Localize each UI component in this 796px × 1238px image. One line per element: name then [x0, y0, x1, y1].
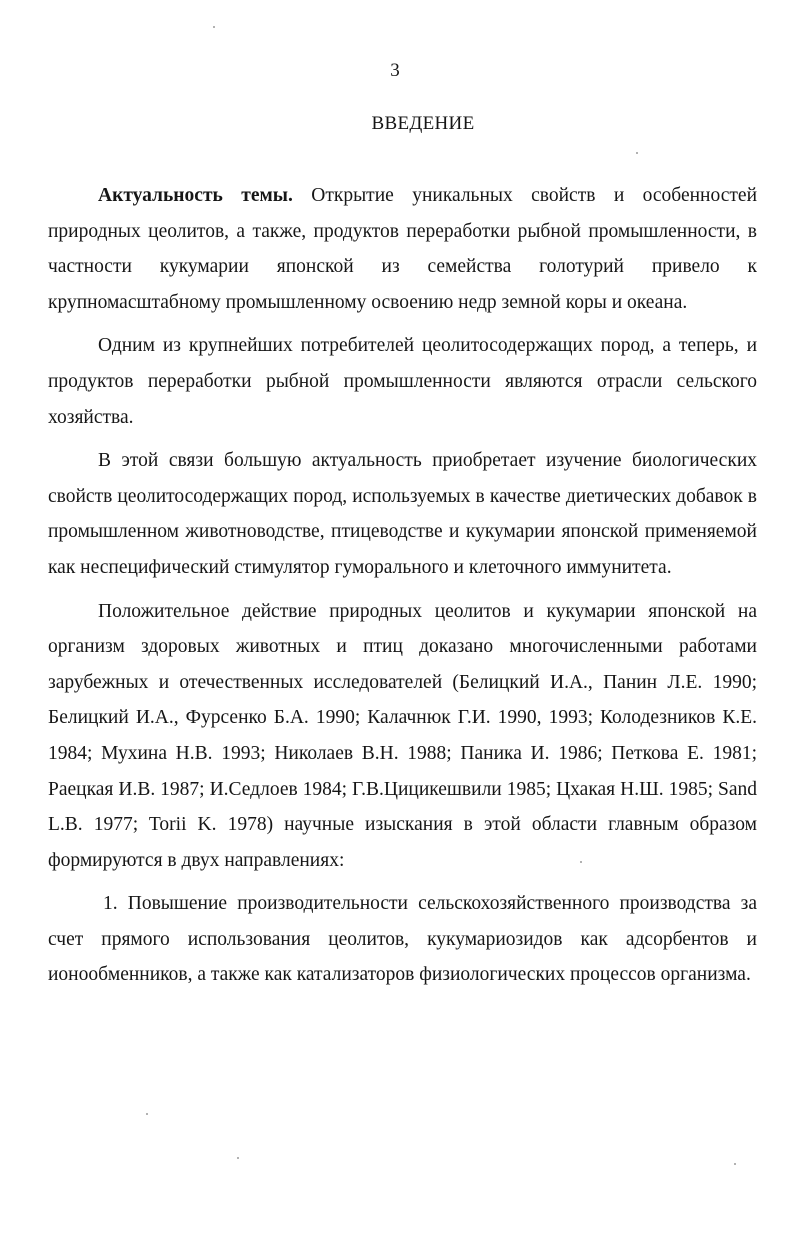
section-heading: ВВЕДЕНИЕ — [371, 113, 475, 134]
scan-speck — [636, 152, 638, 154]
scan-speck — [734, 1163, 736, 1165]
relevance-lead: Актуальность темы. — [98, 185, 293, 206]
scan-speck — [237, 1157, 239, 1159]
paragraph-positive-effect: Положительное действие природных цеолитов и кукумарии японской на организм здоровых животных и птиц доказано многочисленными работами зарубежных и отечественных исследователей (Белицкий И.А., Панин Л.Е. 1990; Белицкий И.А., Фурсенко Б.А. 1990; Калачнюк Г.И. 1990, 1993; Колодезников К.Е. 1984; Мухина Н.В. 1993; Николаев В.Н. 1988; Паника И. 1986; Петкова Е. 1981; Раецкая И.В. 1987; И.Седлоев 1984; Г.В.Цицикешвили 1985; Цхакая Н.Ш. 1985; Sand L.B. 1977; Torii K. 1978) научные изыскания в этой области главным образом формируются в двух направлениях: — [48, 600, 757, 871]
scan-speck — [580, 861, 582, 863]
paragraph-relevance — [48, 178, 757, 320]
scan-speck — [213, 26, 215, 28]
paragraph-actuality: В этой связи большую актуальность приобретает изучение биологических свойств цеолитосодержащих пород, используемых в качестве диетических добавок в промышленном животноводстве, птицеводстве и кукумарии японской применяемой как неспецифический стимулятор гуморального и клеточного иммунитета. — [48, 450, 757, 578]
list-item-direction-1: 1. Повышение производительности сельскохозяйственного производства за счет прямого использования цеолитов, кукумариозидов как адсорбентов и ионообменников, а также как катализаторов физиологических процессов организма. — [48, 893, 757, 986]
document-body — [48, 178, 757, 993]
relevance-text: Открытие уникальных свойств и особенностей природных цеолитов, а также, продуктов переработки рыбной промышленности, в частности кукумарии японской из семейства голотурий привело к крупномасштабному промышленному освоению недр земной коры и океана. — [48, 185, 757, 313]
page-number: 3 — [390, 60, 400, 81]
scan-speck — [146, 1113, 148, 1115]
paragraph-consumers: Одним из крупнейших потребителей цеолитосодержащих пород, а теперь, и продуктов переработки рыбной промышленности являются отрасли сельского хозяйства. — [48, 335, 757, 428]
